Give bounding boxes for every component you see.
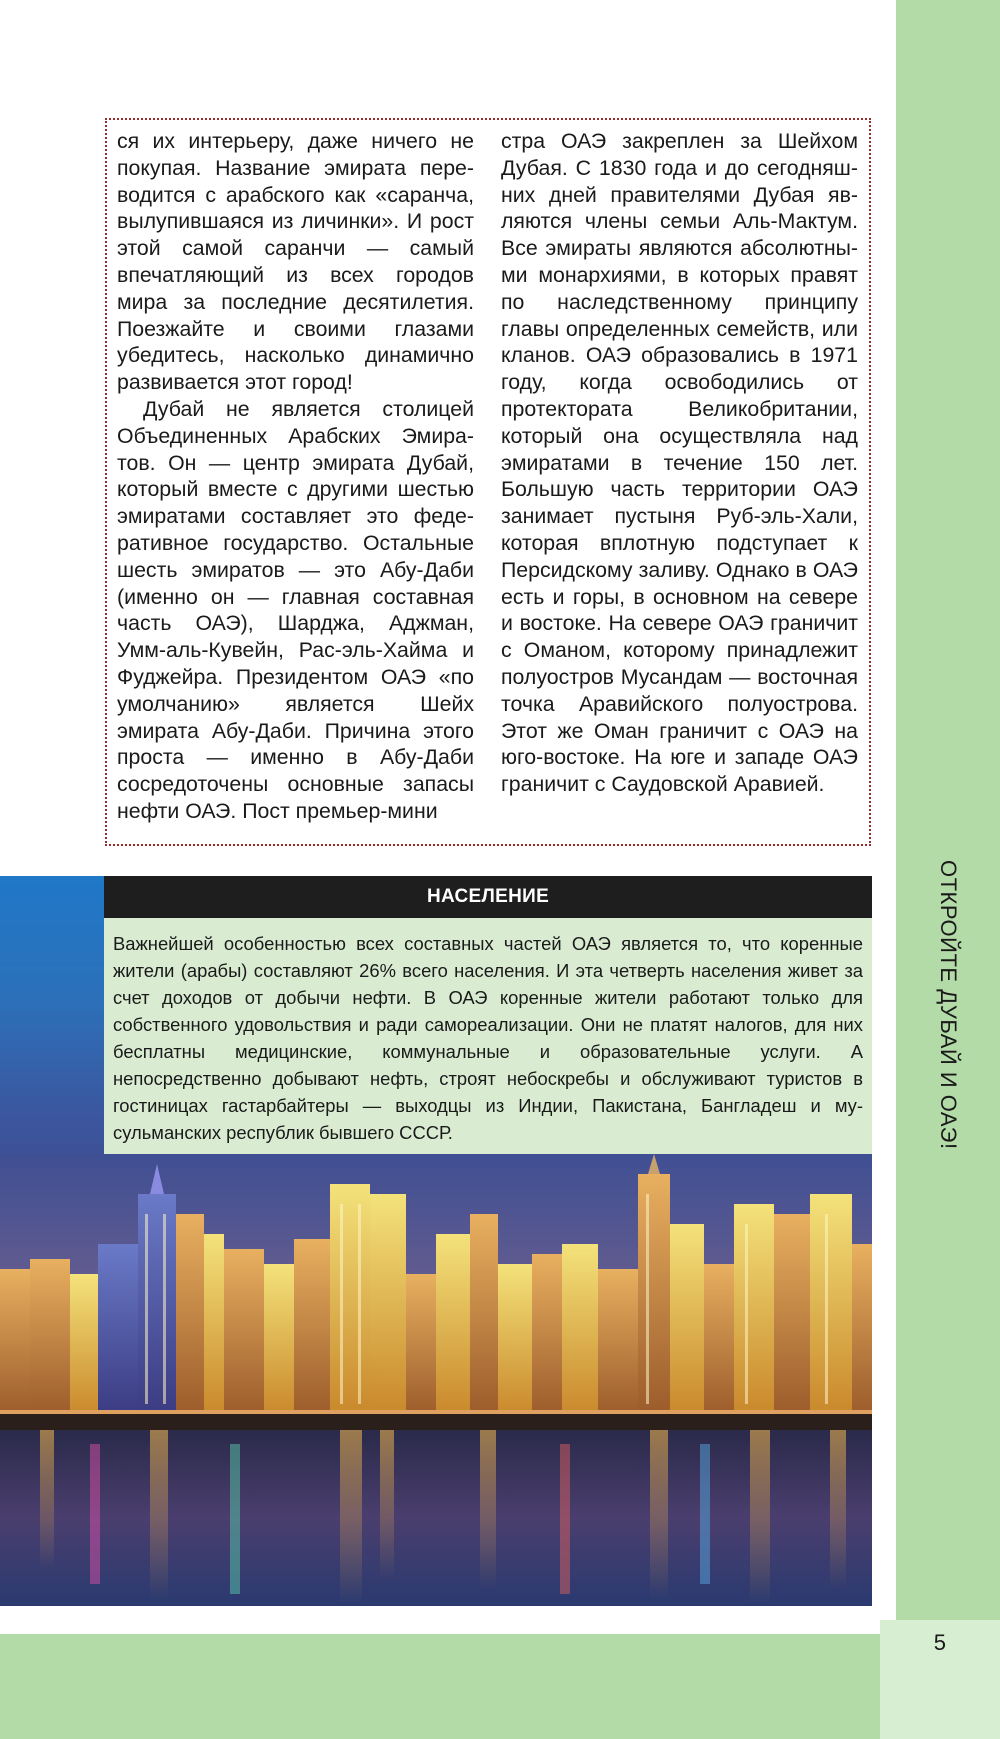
side-band <box>896 0 1000 1620</box>
population-heading: НАСЕЛЕНИЕ <box>104 876 872 918</box>
population-text: Важнейшей особенностью всех составных частей ОАЭ является то, что коренные жители (арабы) составляют 26% всего населения. И эта четверть населения живет за счет доходов от добычи нефти. В ОАЭ коренные жители работают только для собственного удовольствия и ради самореализации. Они не платят налогов, для них бесплатны медицинские, коммунальные и образовательные услуги. А непосредственно добывают нефть, строят небоскребы и обслуживают туристов в гостиницах гастарбайтеры — выходцы из Индии, Пакистана, Бангладеш и мусульманских республик бывшего СССР. <box>113 933 863 1143</box>
bottom-band <box>0 1634 880 1739</box>
dubai-skyline-photo <box>0 1154 872 1606</box>
text-column-right <box>501 128 858 798</box>
chapter-title: ОТКРОЙТЕ ДУБАЙ И ОАЭ! <box>936 860 961 1150</box>
population-box <box>104 876 872 1154</box>
text-column-left <box>117 128 474 825</box>
page-number: 5 <box>933 1630 946 1655</box>
paragraph: стра ОАЭ закреплен за Шейхом Дубая. С 1830 года и до сегодняшних дней правителями Дубая являются члены семьи Аль-Мактум. Все эмираты являются абсолютными монархиями, в которых правят по наследственному принципу главы определенных семейств, или кланов. ОАЭ образовались в 1971 году, когда освободились от протектората Великобритании, который она осуществляла над эмиратами в течение 150 лет. Большую часть территории ОАЭ занимает пустыня Руб-эль-Хали, которая вплотную подступает к Персидскому заливу. Однако в ОАЭ есть и горы, в основном на севере и востоке. На севере ОАЭ граничит с Оманом, которому принадлежит полуостров Мусандам — восточная точка Аравийского полуострова. Этот же Оман граничит с ОАЭ на юго-востоке. На юге и западе ОАЭ граничит с Саудовской Аравией. <box>501 129 858 797</box>
paragraph: Дубай не является столицей Объединенных Арабских Эмиратов. Он — центр эмирата Дубай, который вместе с другими шестью эмиратами составляет это федеративное государство. Остальные шесть эмиратов — это Абу-Даби (именно он — главная составная часть ОАЭ), Шарджа, Аджман, Умм-аль-Кувейн, Рас-эль-Хайма и Фуджейра. Президентом ОАЭ «по умолчанию» является Шейх эмирата Абу-Даби. Причина этого проста — именно в Абу-Даби сосредоточены основные запасы нефти ОАЭ. Пост премьер-мини <box>117 396 474 823</box>
photo-strip <box>0 876 104 1166</box>
chapter-side-label <box>896 860 1000 1160</box>
paragraph: ся их интерьеру, даже ничего не покупая. Название эмирата переводится с арабского как «саранча, вылупившаяся из личинки». И рост этой самой саранчи — самый впечатляющий из всех городов мира за последние десятилетия. Поезжайте и своими глазами убедитесь, насколько динамично развивается этот город! <box>117 129 474 395</box>
